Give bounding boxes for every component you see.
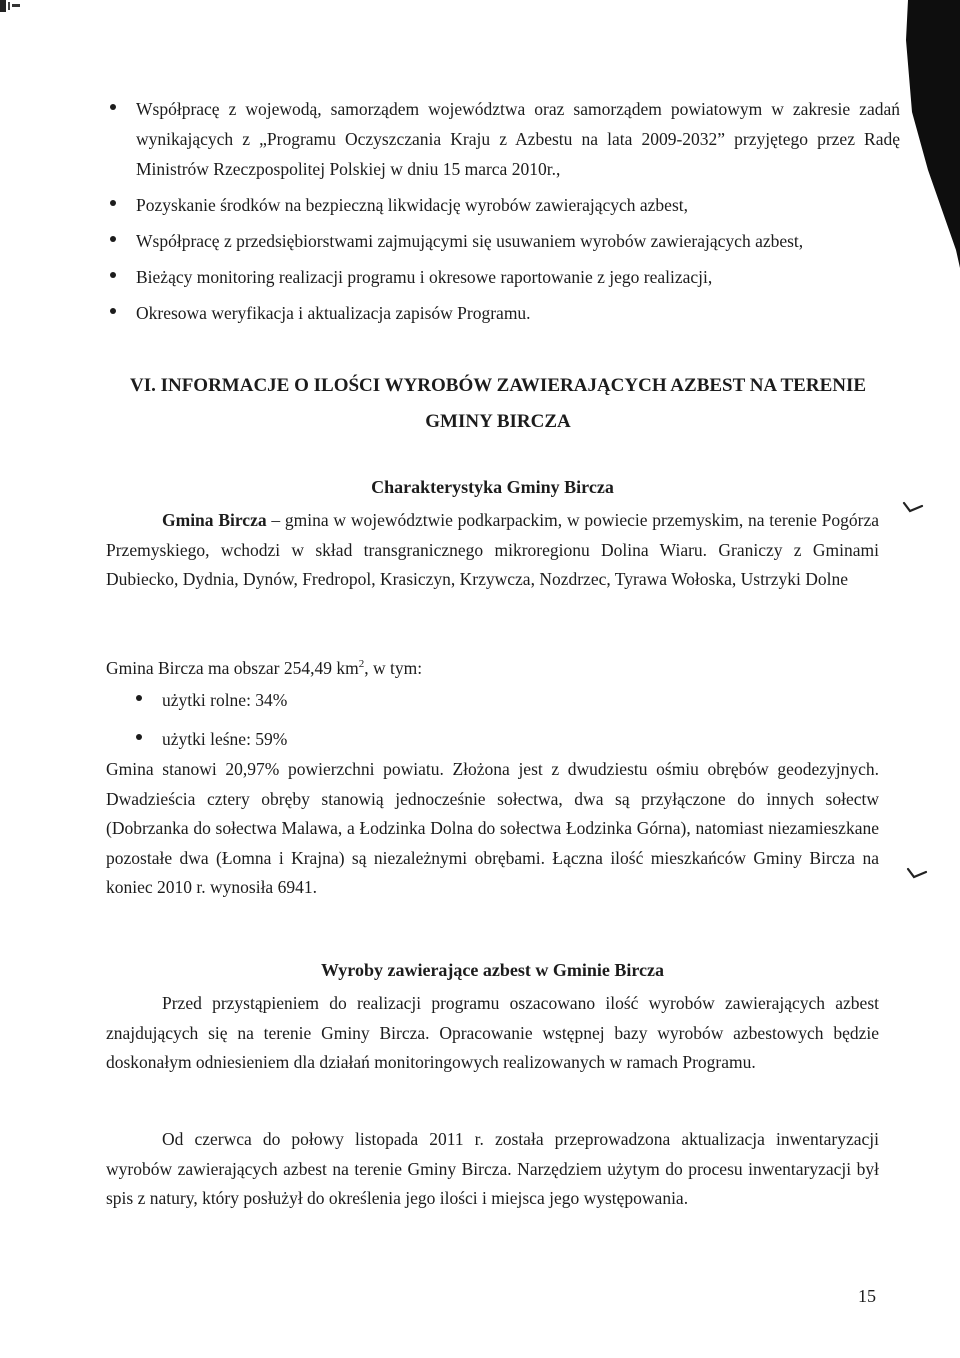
area-unit-superscript: 2 (358, 658, 365, 670)
section-heading (118, 368, 878, 440)
check-mark-icon (906, 866, 928, 880)
paragraph-gmina-description (106, 506, 879, 595)
list-item: Współpracę z wojewodą, samorządem województwa oraz samorządem powiatowym w zakresie zadań wynikających z „Programu Oczyszczania Kraju z Azbestu na lata 2009-2032” przyjętego przez Radę Ministrów Rzeczpospolitej Polskiej w dniu 15 marca 2010r., (110, 94, 900, 184)
area-text-tail: , w tym: (364, 657, 423, 678)
list-item: Współpracę z przedsiębiorstwami zajmującymi się usuwaniem wyrobów zawierających azbest, (110, 226, 900, 256)
list-item: użytki leśne: 59% (136, 724, 636, 754)
land-use-list (136, 685, 636, 763)
list-item: Pozyskanie środków na bezpieczną likwidację wyrobów zawierających azbest, (110, 190, 900, 220)
paragraph-estimate: Przed przystąpieniem do realizacji programu oszacowano ilość wyrobów zawierających azbest znajdujących się na terenie Gminy Bircza. Opracowanie wstępnej bazy wyrobów azbestowych będzie doskonałym odniesieniem dla działań monitoringowych realizowanych w ramach Programu. (106, 993, 879, 1072)
subheading-characteristics: Charakterystyka Gminy Bircza (371, 477, 614, 497)
paragraph-inventory: Od czerwca do połowy listopada 2011 r. została przeprowadzona aktualizacja inwentaryzacji wyrobów zawierających azbest na terenie Gminy Bircza. Narzędziem użytym do procesu inwentaryzacji był spis z natury, który posłużył do określenia jego ilości i miejsca jego występowania. (106, 1129, 879, 1208)
page-number: 15 (858, 1286, 876, 1306)
paragraph-area (106, 650, 879, 683)
list-item: Okresowa weryfikacja i aktualizacja zapisów Programu. (110, 298, 900, 328)
top-bullet-list (110, 94, 900, 334)
list-item: użytki rolne: 34% (136, 685, 636, 715)
paragraph-lead: Gmina Bircza (162, 510, 267, 530)
section-heading-line-1: VI. INFORMACJE O ILOŚCI WYROBÓW ZAWIERAJĄCYCH AZBEST NA TERENIE (129, 375, 867, 396)
paragraph-body: – gmina w województwie podkarpackim, w powiecie przemyskim, na terenie Pogórza Przemyskiego, wchodzi w skład transgranicznego mikroregionu Dolina Wiaru. Graniczy z Gminami Dubiecko, Dydnia, Dynów, Fredropol, Krasiczyn, Krzywcza, Nozdrzec, Tyrawa Wołoska, Ustrzyki Dolne (106, 510, 879, 589)
check-mark-icon (902, 500, 924, 514)
area-text: Gmina Bircza ma obszar 254,49 km (106, 657, 359, 678)
subheading-asbestos-products: Wyroby zawierające azbest w Gminie Bircza (320, 960, 665, 980)
scan-mark (0, 0, 24, 12)
section-heading-line-2: GMINY BIRCZA (425, 411, 571, 432)
paragraph-geodesy: Gmina stanowi 20,97% powierzchni powiatu. Złożona jest z dwudziestu ośmiu obrębów geodezyjnych. Dwadzieścia cztery obręby stanowią jednocześnie sołectwa, dwa są przyłączone do innych sołectw (Dobrzanka do sołectwa Malawa, a Łodzinka Dolna do sołectwa Łodzinka Górna), natomiast niezamieszkane pozostałe dwa (Łomna i Krajna) są niezależnymi obrębami. Łączna ilość mieszkańców Gminy Bircza na koniec 2010 r. wynosiła 6941. (106, 759, 879, 897)
list-item: Bieżący monitoring realizacji programu i okresowe raportowanie z jego realizacji, (110, 262, 900, 292)
